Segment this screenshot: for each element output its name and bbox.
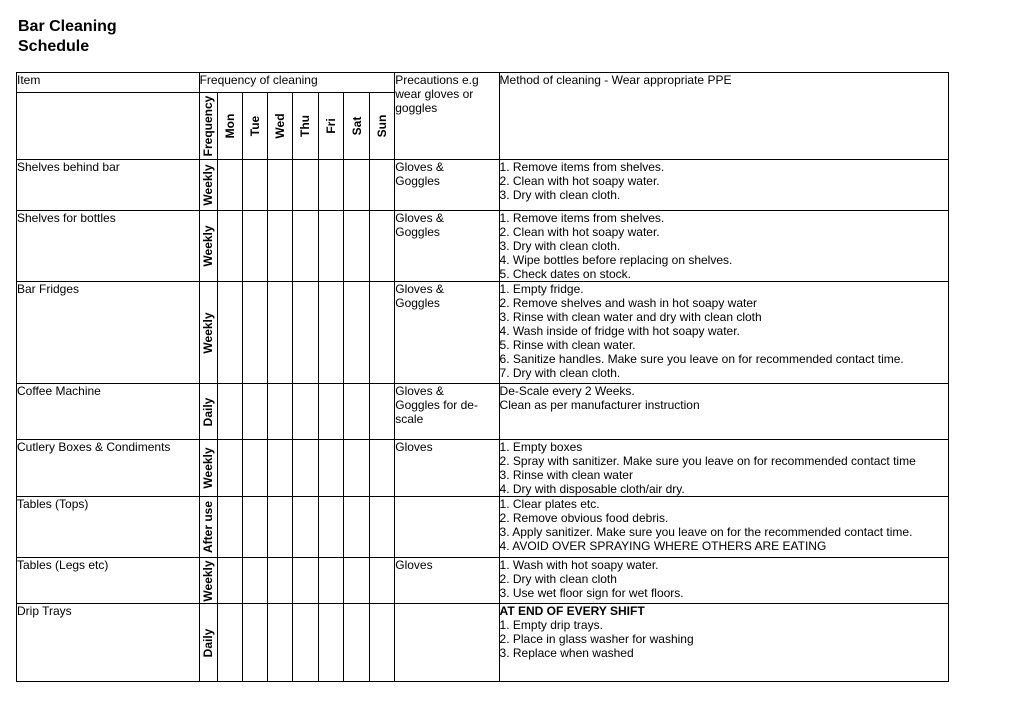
- table-row: [17, 384, 949, 440]
- day-check-cell[interactable]: [242, 282, 267, 384]
- item-name: Bar Fridges: [17, 282, 200, 384]
- day-check-cell[interactable]: [318, 384, 343, 440]
- frequency-cell: [199, 604, 217, 682]
- day-check-cell[interactable]: [344, 160, 370, 211]
- method-cell: [499, 282, 948, 384]
- precautions-column-header: Precautions e.g wear gloves or goggles: [395, 73, 499, 160]
- frequency-column-header-text: Frequency: [201, 95, 216, 157]
- day-check-cell[interactable]: [217, 558, 242, 604]
- day-check-cell[interactable]: [292, 282, 318, 384]
- method-step: 4. Dry with disposable cloth/air dry.: [499, 482, 685, 496]
- day-check-cell[interactable]: [318, 160, 343, 211]
- day-header-fri-text: Fri: [323, 118, 338, 134]
- item-name: Shelves for bottles: [17, 211, 200, 282]
- method-step: 1. Clear plates etc.: [499, 497, 600, 511]
- item-name: Tables (Tops): [17, 497, 200, 558]
- method-step: 7. Dry with clean cloth.: [499, 366, 621, 380]
- day-check-cell[interactable]: [370, 558, 395, 604]
- frequency-cell: [199, 558, 217, 604]
- item-header-blank: [17, 93, 200, 160]
- day-check-cell[interactable]: [217, 604, 242, 682]
- day-check-cell[interactable]: [318, 558, 343, 604]
- day-check-cell[interactable]: [242, 384, 267, 440]
- day-check-cell[interactable]: [242, 160, 267, 211]
- precautions-cell: Gloves & Goggles for de- scale: [395, 384, 499, 440]
- method-step: 1. Remove items from shelves.: [499, 160, 665, 174]
- table-row: [17, 160, 949, 211]
- day-header-tue: [242, 93, 267, 160]
- day-header-mon-text: Mon: [222, 113, 237, 139]
- day-check-cell[interactable]: [292, 440, 318, 497]
- method-step: 2. Spray with sanitizer. Make sure you leave on for recommended contact time: [499, 454, 916, 468]
- precautions-cell: [395, 604, 499, 682]
- method-cell: [499, 211, 948, 282]
- frequency-value: After use: [201, 500, 216, 554]
- day-check-cell[interactable]: [344, 384, 370, 440]
- day-check-cell[interactable]: [267, 604, 292, 682]
- day-check-cell[interactable]: [370, 211, 395, 282]
- day-check-cell[interactable]: [267, 282, 292, 384]
- day-header-sat: [344, 93, 370, 160]
- day-check-cell[interactable]: [267, 558, 292, 604]
- method-step: 4. Wipe bottles before replacing on shelves.: [499, 253, 733, 267]
- precautions-cell: Gloves & Goggles: [395, 282, 499, 384]
- frequency-column-header: [199, 93, 217, 160]
- method-step: 1. Wash with hot soapy water.: [499, 558, 659, 572]
- item-name: Coffee Machine: [17, 384, 200, 440]
- day-header-wed-text: Wed: [272, 113, 287, 139]
- precautions-cell: [395, 497, 499, 558]
- day-check-cell[interactable]: [292, 384, 318, 440]
- cleaning-schedule-table: [16, 72, 949, 682]
- frequency-value: Weekly: [201, 164, 216, 206]
- frequency-cell: [199, 160, 217, 211]
- frequency-value: Weekly: [201, 311, 216, 354]
- method-step: 5. Check dates on stock.: [499, 267, 631, 281]
- day-check-cell[interactable]: [344, 558, 370, 604]
- frequency-cell: [199, 211, 217, 282]
- day-check-cell[interactable]: [217, 384, 242, 440]
- method-step: 4. Wash inside of fridge with hot soapy water.: [499, 324, 740, 338]
- day-check-cell[interactable]: [292, 211, 318, 282]
- method-cell: [499, 160, 948, 211]
- day-check-cell[interactable]: [318, 497, 343, 558]
- frequency-cell: [199, 282, 217, 384]
- method-step: 2. Clean with hot soapy water.: [499, 174, 660, 188]
- day-check-cell[interactable]: [242, 497, 267, 558]
- table-row: [17, 558, 949, 604]
- day-check-cell[interactable]: [267, 211, 292, 282]
- item-name: Shelves behind bar: [17, 160, 200, 211]
- method-step: 3. Apply sanitizer. Make sure you leave on for the recommended contact time.: [499, 525, 913, 539]
- method-step: 3. Rinse with clean water: [499, 468, 633, 482]
- method-cell: [499, 604, 948, 682]
- day-check-cell[interactable]: [217, 160, 242, 211]
- day-check-cell[interactable]: [318, 282, 343, 384]
- day-check-cell[interactable]: [344, 282, 370, 384]
- method-step: 1. Remove items from shelves.: [499, 211, 665, 225]
- precautions-cell: Gloves: [395, 440, 499, 497]
- table-row: [17, 440, 949, 497]
- method-step: 2. Remove shelves and wash in hot soapy water: [499, 296, 758, 310]
- day-check-cell[interactable]: [242, 604, 267, 682]
- day-check-cell[interactable]: [267, 497, 292, 558]
- day-check-cell[interactable]: [217, 211, 242, 282]
- method-step: 3. Use wet floor sign for wet floors.: [499, 586, 684, 600]
- day-check-cell[interactable]: [370, 497, 395, 558]
- day-check-cell[interactable]: [267, 440, 292, 497]
- table-row: [17, 604, 949, 682]
- day-check-cell[interactable]: [217, 497, 242, 558]
- method-column-header: Method of cleaning - Wear appropriate PPE: [499, 73, 948, 160]
- day-header-sun-text: Sun: [375, 114, 390, 138]
- day-check-cell[interactable]: [370, 282, 395, 384]
- day-check-cell[interactable]: [292, 497, 318, 558]
- day-check-cell[interactable]: [267, 384, 292, 440]
- day-check-cell[interactable]: [242, 558, 267, 604]
- day-check-cell[interactable]: [370, 604, 395, 682]
- method-heading: AT END OF EVERY SHIFT: [499, 604, 645, 618]
- item-name: Drip Trays: [17, 604, 200, 682]
- method-step: 2. Dry with clean cloth: [499, 572, 617, 586]
- method-step: 1. Empty drip trays.: [499, 618, 603, 632]
- day-check-cell[interactable]: [370, 440, 395, 497]
- day-check-cell[interactable]: [344, 604, 370, 682]
- day-check-cell[interactable]: [217, 282, 242, 384]
- item-name: Cutlery Boxes & Condiments: [17, 440, 200, 497]
- method-step: 4. AVOID OVER SPRAYING WHERE OTHERS ARE EATING: [499, 539, 827, 553]
- day-check-cell[interactable]: [370, 160, 395, 211]
- method-step: 2. Clean with hot soapy water.: [499, 225, 660, 239]
- method-step: 3. Rinse with clean water and dry with clean cloth: [499, 310, 762, 324]
- day-header-sun: [370, 93, 395, 160]
- day-header-tue-text: Tue: [247, 115, 262, 137]
- day-check-cell[interactable]: [292, 160, 318, 211]
- day-header-wed: [267, 93, 292, 160]
- frequency-cell: [199, 384, 217, 440]
- item-column-header: Item: [17, 73, 200, 93]
- day-header-thu-text: Thu: [298, 115, 313, 137]
- frequency-value: Weekly: [201, 225, 216, 267]
- day-header-sat-text: Sat: [349, 116, 364, 136]
- day-check-cell[interactable]: [318, 211, 343, 282]
- method-cell: [499, 497, 948, 558]
- precautions-cell: Gloves & Goggles: [395, 211, 499, 282]
- table-row: [17, 211, 949, 282]
- method-cell: [499, 558, 948, 604]
- day-check-cell[interactable]: [370, 384, 395, 440]
- item-name: Tables (Legs etc): [17, 558, 200, 604]
- day-check-cell[interactable]: [242, 440, 267, 497]
- day-check-cell[interactable]: [267, 160, 292, 211]
- day-header-fri: [318, 93, 343, 160]
- frequency-cell: [199, 497, 217, 558]
- day-check-cell[interactable]: [217, 440, 242, 497]
- method-step: 1. Empty fridge.: [499, 282, 584, 296]
- document-title: Bar Cleaning Schedule: [18, 18, 117, 55]
- method-step: Clean as per manufacturer instruction: [499, 398, 700, 412]
- frequency-group-header: Frequency of cleaning: [199, 73, 395, 93]
- day-header-thu: [292, 93, 318, 160]
- method-step: 1. Empty boxes: [499, 440, 583, 454]
- method-step: 3. Dry with clean cloth.: [499, 188, 621, 202]
- day-check-cell[interactable]: [344, 497, 370, 558]
- method-step: 3. Dry with clean cloth.: [499, 239, 621, 253]
- day-check-cell[interactable]: [292, 604, 318, 682]
- precautions-cell: Gloves & Goggles: [395, 160, 499, 211]
- method-step: 5. Rinse with clean water.: [499, 338, 636, 352]
- frequency-value: Daily: [201, 397, 216, 426]
- day-check-cell[interactable]: [292, 558, 318, 604]
- table-row: [17, 282, 949, 384]
- method-cell: [499, 384, 948, 440]
- method-step: 2. Place in glass washer for washing: [499, 632, 694, 646]
- method-step: 6. Sanitize handles. Make sure you leave on for recommended contact time.: [499, 352, 904, 366]
- day-check-cell[interactable]: [344, 440, 370, 497]
- day-check-cell[interactable]: [242, 211, 267, 282]
- frequency-cell: [199, 440, 217, 497]
- table-row: [17, 497, 949, 558]
- method-step: 3. Replace when washed: [499, 646, 634, 660]
- method-step: De-Scale every 2 Weeks.: [499, 384, 635, 398]
- frequency-value: Daily: [201, 628, 216, 657]
- day-check-cell[interactable]: [344, 211, 370, 282]
- method-cell: [499, 440, 948, 497]
- precautions-cell: Gloves: [395, 558, 499, 604]
- day-header-mon: [217, 93, 242, 160]
- frequency-value: Weekly: [201, 447, 216, 489]
- day-check-cell[interactable]: [318, 604, 343, 682]
- method-step: 2. Remove obvious food debris.: [499, 511, 669, 525]
- day-check-cell[interactable]: [318, 440, 343, 497]
- frequency-value: Weekly: [201, 559, 216, 602]
